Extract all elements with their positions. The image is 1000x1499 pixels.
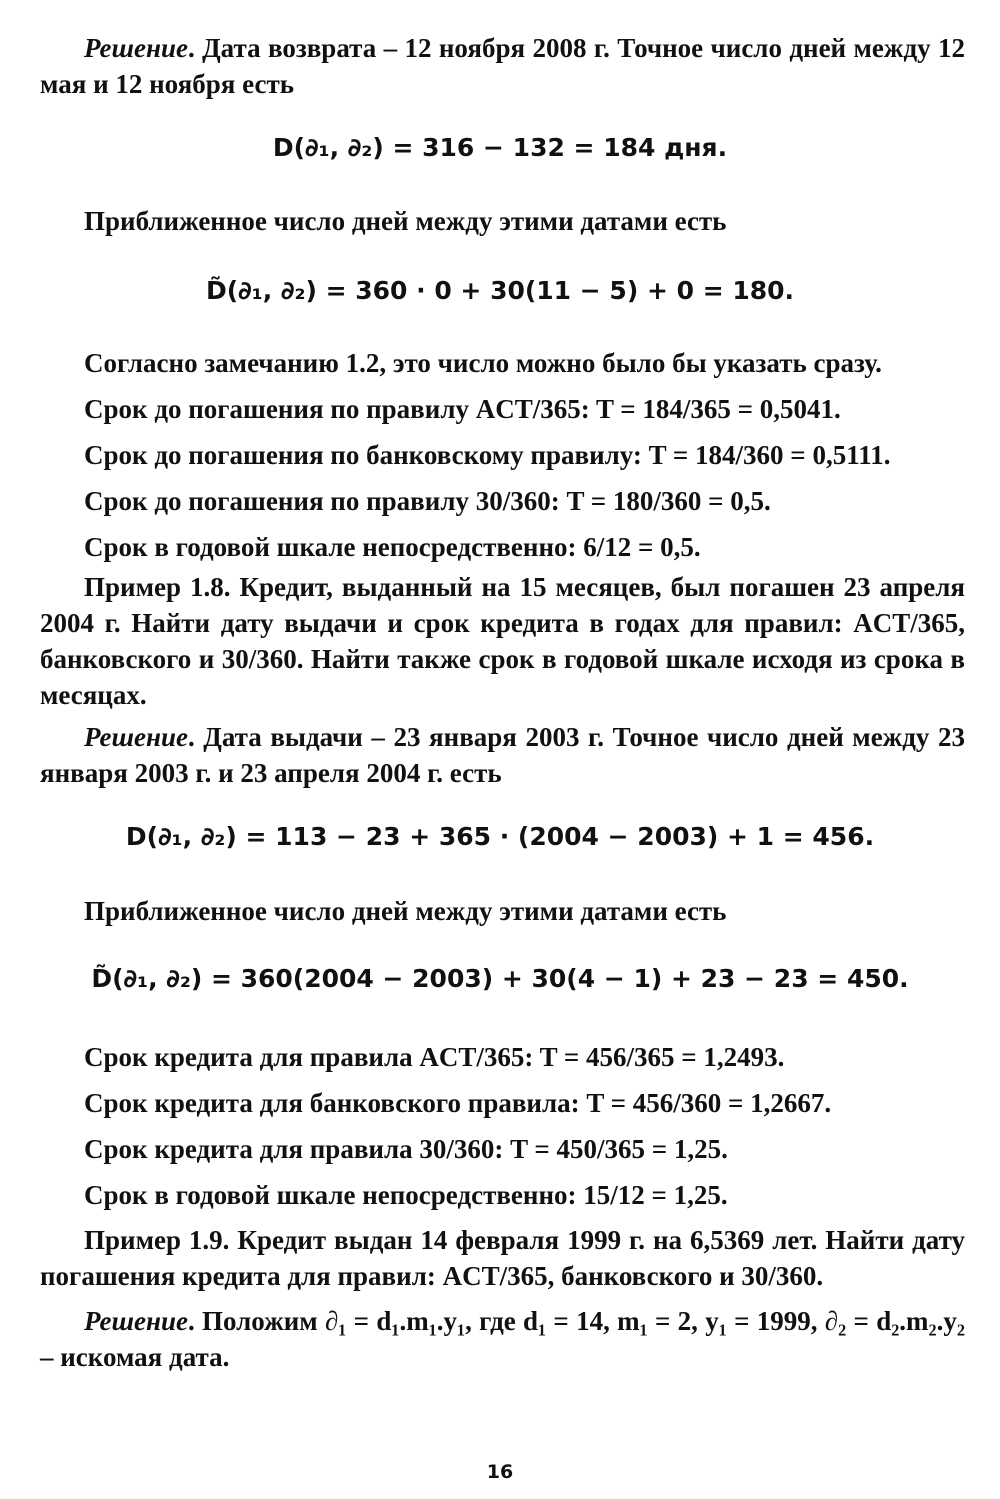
formula-approx-days-1: D̃(∂₁, ∂₂) = 360 · 0 + 30(11 − 5) + 0 = 180.	[205, 276, 795, 305]
example-1-9: Пример 1.9. Кредит выдан 14 февраля 1999 г. на 6,5369 лет. Найти дату погашения кредита для правил: ACT/365, банковского и 30/360.	[40, 1225, 965, 1291]
text-credit-act365: Срок кредита для правила ACT/365: T = 456/365 = 1,2493.	[84, 1042, 785, 1072]
example-1-8: Пример 1.8. Кредит, выданный на 15 месяцев, был погашен 23 апреля 2004 г. Найти дату выдачи и срок кредита в годах для правил: ACT/365, банковского и 30/360. Найти также срок в годовой шкале исходя из срока в месяцах.	[40, 572, 965, 710]
text-credit-bank: Срок кредита для банковского правила: T = 456/360 = 1,2667.	[84, 1088, 832, 1118]
solution-text: . Дата выдачи – 23 января 2003 г. Точное число дней между 23 января 2003 г. и 23 апреля 2004 г. есть	[40, 722, 965, 788]
solution-label: Решение	[84, 1306, 188, 1336]
text-term-30-360: Срок до погашения по правилу 30/360: T = 180/360 = 0,5.	[84, 486, 771, 516]
solution-label: Решение	[84, 33, 188, 63]
text-approx-days-1: Приближенное число дней между этими датами есть	[84, 206, 727, 236]
formula-exact-days-1: D(∂₁, ∂₂) = 316 − 132 = 184 дня.	[272, 133, 728, 162]
text-approx-days-2: Приближенное число дней между этими датами есть	[84, 896, 727, 926]
text-term-act365: Срок до погашения по правилу ACT/365: T = 184/365 = 0,5041.	[84, 394, 841, 424]
text-term-annual: Срок в годовой шкале непосредственно: 6/12 = 0,5.	[84, 532, 701, 562]
formula-approx-days-2: D̃(∂₁, ∂₂) = 360(2004 − 2003) + 30(4 − 1) + 23 − 23 = 450.	[91, 964, 909, 993]
page-number: 16	[486, 1461, 514, 1483]
solution-paragraph-2	[40, 719, 965, 791]
text-remark: Согласно замечанию 1.2, это число можно было бы указать сразу.	[84, 348, 882, 378]
formula-exact-days-2: D(∂₁, ∂₂) = 113 − 23 + 365 · (2004 − 2003) + 1 = 456.	[125, 822, 875, 851]
solution-paragraph-1	[40, 30, 965, 102]
solution-text: . Дата возврата – 12 ноября 2008 г. Точное число дней между 12 мая и 12 ноября есть	[40, 33, 965, 99]
solution-label: Решение	[84, 722, 188, 752]
text-credit-annual: Срок в годовой шкале непосредственно: 15/12 = 1,25.	[84, 1180, 728, 1210]
solution-text: . Положим ∂₁ = d₁.m₁.y₁, где d₁ = 14, m₁ = 2, y₁ = 1999, ∂₂ = d₂.m₂.y₂ – искомая дата.	[40, 1306, 965, 1372]
solution-paragraph-3	[40, 1303, 965, 1375]
text-credit-30-360: Срок кредита для правила 30/360: T = 450/365 = 1,25.	[84, 1134, 728, 1164]
text-term-bank: Срок до погашения по банковскому правилу: T = 184/360 = 0,5111.	[84, 440, 891, 470]
